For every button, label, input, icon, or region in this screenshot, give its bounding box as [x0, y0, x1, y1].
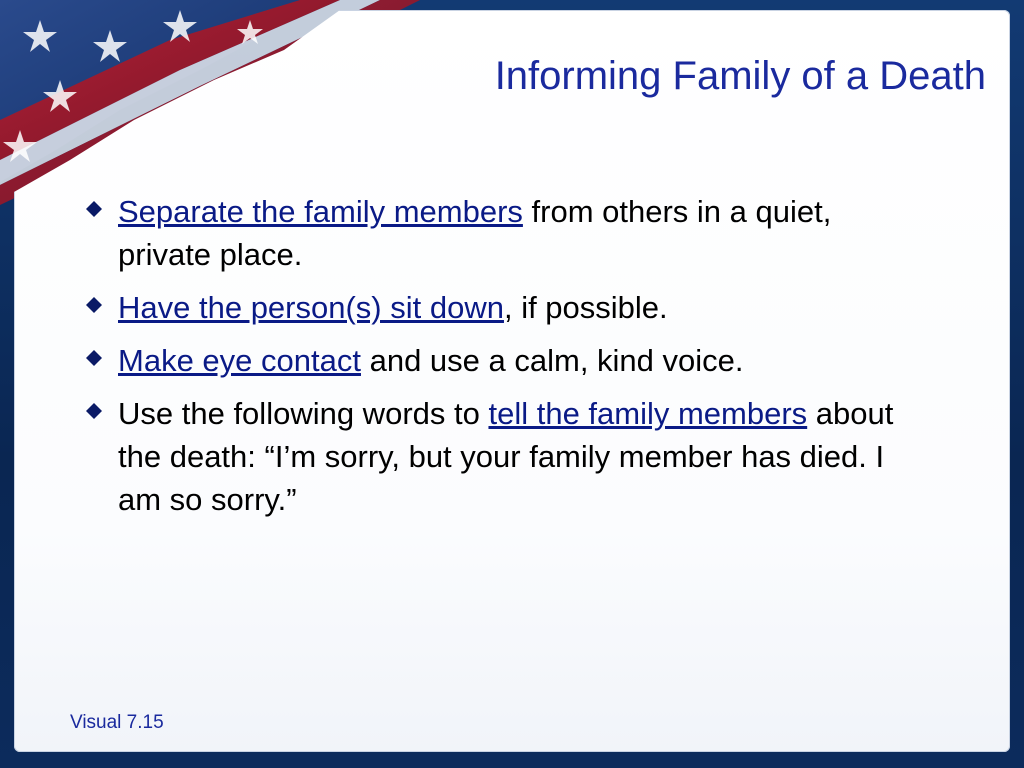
slide-title: Informing Family of a Death	[494, 54, 986, 98]
bullet-text: from others in a quiet, private place.	[118, 194, 832, 272]
bullet-link-separate[interactable]: Separate the family members	[118, 194, 523, 229]
bullet-link-sit-down[interactable]: Have the person(s) sit down	[118, 290, 504, 325]
bullet-link-eye-contact[interactable]: Make eye contact	[118, 343, 361, 378]
diamond-icon	[86, 201, 102, 217]
bullet-text: and use a calm, kind voice.	[360, 343, 744, 378]
bullet-list	[80, 190, 900, 531]
diamond-icon	[86, 350, 102, 366]
bullet-item-sit-down	[80, 286, 900, 329]
diamond-icon	[86, 297, 102, 313]
bullet-item-eye-contact	[80, 339, 900, 382]
bullet-item-tell-family	[80, 392, 900, 521]
bullet-text: , if possible.	[503, 290, 668, 325]
bullet-text: about the death: “I’m sorry, but your family member has died. I am so sorry.”	[118, 396, 894, 517]
bullet-item-separate	[80, 190, 900, 276]
bullet-text: Use the following words to	[118, 396, 489, 431]
bullet-link-tell-family[interactable]: tell the family members	[488, 396, 808, 431]
diamond-icon	[86, 403, 102, 419]
slide-footer: Visual 7.15	[70, 712, 164, 733]
